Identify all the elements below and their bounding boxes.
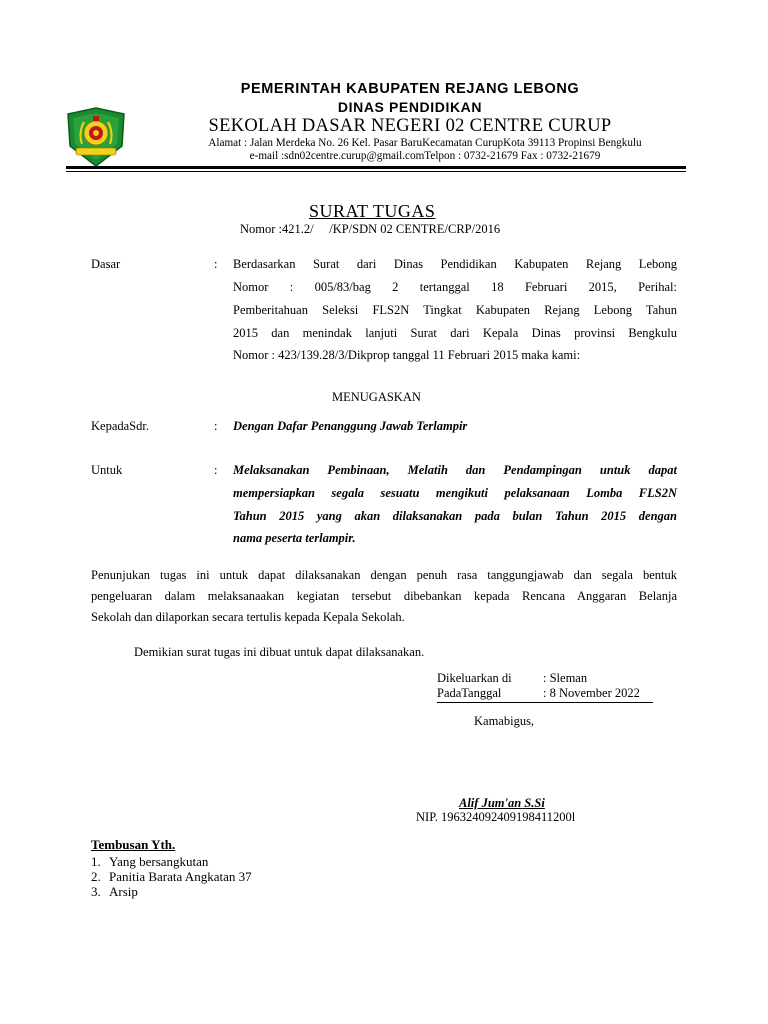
- untuk-line: Melaksanakan Pembinaan, Melatih dan Pendampingan untuk dapat: [233, 463, 677, 477]
- issued-place-value: : Sleman: [543, 671, 588, 685]
- cc-list-item: [91, 884, 138, 900]
- school-name: SEKOLAH DASAR NEGERI 02 CENTRE CURUP: [208, 116, 612, 136]
- untuk-label: Untuk: [91, 463, 123, 477]
- cc-item-number: 2.: [91, 869, 101, 884]
- menugaskan-heading: MENUGASKAN: [332, 390, 421, 404]
- cc-item-text: Yang bersangkutan: [109, 854, 209, 869]
- issued-date-label: PadaTanggal: [437, 686, 502, 700]
- dasar-line: 2015 dan menindak lanjuti Surat dari Kepala Dinas provinsi Bengkulu: [233, 326, 677, 340]
- regency-emblem-icon: [64, 106, 128, 170]
- untuk-line: Tahun 2015 yang akan dilaksanakan pada bulan Tahun 2015 dengan: [233, 509, 677, 523]
- dasar-line: Pemberitahuan Seleksi FLS2N Tingkat Kabupaten Rejang Lebong Tahun: [233, 303, 677, 317]
- kepada-colon: :: [214, 419, 218, 433]
- cc-list-item: [91, 854, 209, 870]
- government-name: PEMERINTAH KABUPATEN REJANG LEBONG: [240, 81, 580, 97]
- letterhead-thin-rule: [66, 171, 686, 172]
- cc-item-text: Arsip: [109, 884, 138, 899]
- assignment-paragraph-line: pengeluaran dalam melaksanaakan kegiatan tersebut dibebankan kepada Rencana Anggaran Belanja: [91, 589, 677, 603]
- cc-title: Tembusan Yth.: [91, 837, 176, 852]
- cc-list-item: [91, 869, 252, 885]
- letter-title: SURAT TUGAS: [309, 201, 436, 221]
- dasar-label: Dasar: [91, 257, 121, 271]
- school-contact: e-mail :sdn02centre.curup@gmail.comTelpon : 0732-21679 Fax : 0732-21679: [249, 150, 601, 162]
- assignment-paragraph-line: Penunjukan tugas ini untuk dapat dilaksanakan dengan penuh rasa tanggungjawab dan segala bentuk: [91, 568, 677, 582]
- school-address: Alamat : Jalan Merdeka No. 26 Kel. Pasar BaruKecamatan CurupKota 39113 Propinsi Bengkulu: [208, 137, 642, 149]
- untuk-colon: :: [214, 463, 218, 477]
- letter-number: Nomor :421.2/ /KP/SDN 02 CENTRE/CRP/2016: [240, 222, 501, 236]
- cc-item-text: Panitia Barata Angkatan 37: [109, 869, 252, 884]
- cc-item-number: 1.: [91, 854, 101, 869]
- dasar-line: Nomor : 423/139.28/3/Dikprop tanggal 11 Februari 2015 maka kami:: [233, 348, 581, 362]
- signer-nip: NIP. 196324092409198411200l: [416, 810, 576, 824]
- dasar-line: Berdasarkan Surat dari Dinas Pendidikan Kabupaten Rejang Lebong: [233, 257, 677, 271]
- kepada-value: Dengan Dafar Penanggung Jawab Terlampir: [233, 419, 468, 433]
- issued-date-value: : 8 November 2022: [543, 686, 640, 700]
- closing-statement: Demikian surat tugas ini dibuat untuk dapat dilaksanakan.: [134, 645, 425, 659]
- signer-role: Kamabigus,: [474, 714, 535, 728]
- untuk-line: mempersiapkan segala sesuatu mengikuti pelaksanaan Lomba FLS2N: [233, 486, 677, 500]
- cc-item-number: 3.: [91, 884, 101, 899]
- kepada-label: KepadaSdr.: [91, 419, 149, 433]
- issued-date-row: [437, 686, 653, 703]
- letterhead-thick-rule: [66, 166, 686, 169]
- dasar-line: Nomor : 005/83/bag 2 tertanggal 18 Februari 2015, Perihal:: [233, 280, 677, 294]
- assignment-paragraph-line: Sekolah dan dilaporkan secara tertulis kepada Kepala Sekolah.: [91, 610, 405, 624]
- issued-place-label: Dikeluarkan di: [437, 671, 512, 685]
- department-name: DINAS PENDIDIKAN: [337, 99, 483, 115]
- untuk-line: nama peserta terlampir.: [233, 531, 356, 545]
- dasar-colon: :: [214, 257, 218, 271]
- signer-name: Alif Jum'an S.Si: [459, 796, 545, 810]
